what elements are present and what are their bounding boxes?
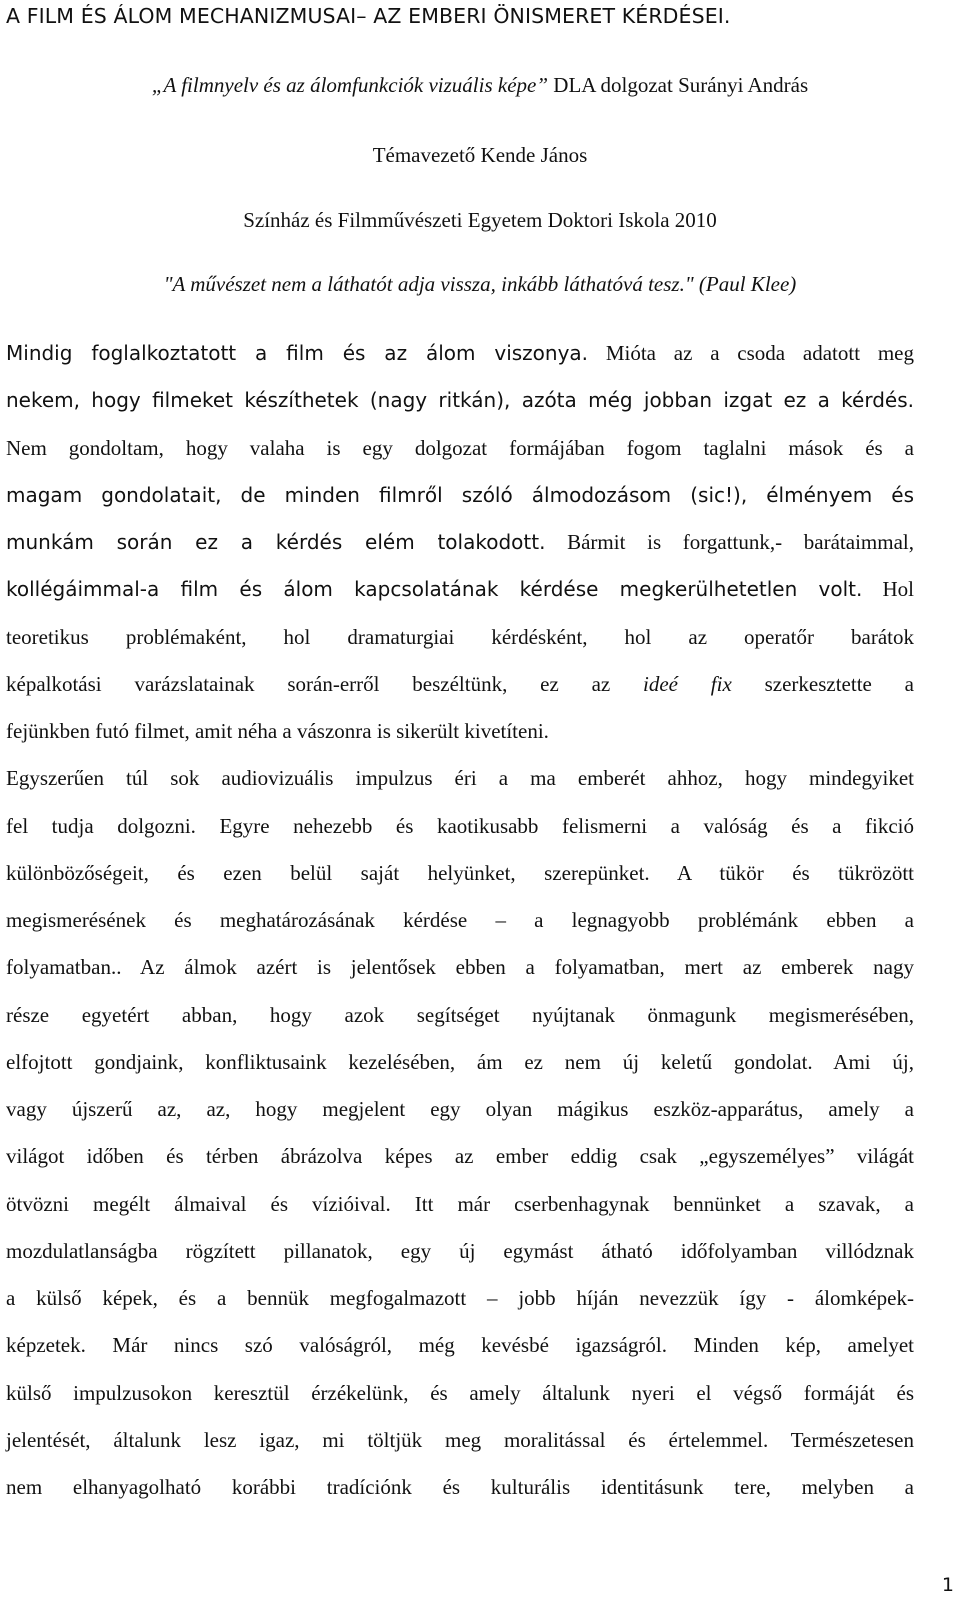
epigraph-quote: "A művészet nem a láthatót adja vissza, inkább láthatóvá tesz." (Paul Klee) bbox=[163, 272, 797, 296]
body-line-part: Bármit is forgattunk,- barátaimmal, bbox=[545, 530, 914, 554]
body-line: jelentését, általunk lesz igaz, mi töltjük meg moralitással és értelemmel. Természetesen bbox=[6, 1428, 914, 1452]
body-line bbox=[6, 341, 914, 366]
body-line: nekem, hogy filmeket készíthetek (nagy ritkán), azóta még jobban izgat ez a kérdés. bbox=[6, 388, 914, 412]
dissertation-title: „A filmnyelv és az álomfunkciók vizuális képe” bbox=[151, 73, 549, 97]
body-line: magam gondolatait, de minden filmről szóló álmodozásom (sic!), élményem és bbox=[6, 483, 914, 507]
body-line-part: képalkotási varázslatainak során-erről beszéltünk, ez az bbox=[6, 672, 644, 696]
body-line: vagy újszerű az, az, hogy megjelent egy olyan mágikus eszköz-apparátus, amely a bbox=[6, 1097, 914, 1121]
body-line: mozdulatlanságba rögzített pillanatok, egy új egymást átható időfolyamban villódznak bbox=[6, 1239, 914, 1263]
body-line: Nem gondoltam, hogy valaha is egy dolgozat formájában fogom taglalni mások és a bbox=[6, 436, 914, 460]
body-line: része egyetért abban, hogy azok segítséget nyújtanak önmagunk megismerésében, bbox=[6, 1003, 914, 1027]
body-line-part: szerkesztette a bbox=[731, 672, 914, 696]
body-line: Egyszerűen túl sok audiovizuális impulzus éri a ma emberét ahhoz, hogy mindegyiket bbox=[6, 766, 914, 790]
body-line: ötvözni megélt álmaival és vízióival. Itt már cserbenhagynak bennünket a szavak, a bbox=[6, 1192, 914, 1216]
body-line-part: Hol bbox=[862, 577, 914, 601]
supervisor: Témavezető Kende János bbox=[372, 143, 588, 167]
body-line-part: munkám során ez a kérdés elém tolakodott. bbox=[6, 530, 546, 554]
body-line bbox=[6, 577, 914, 602]
body-line: folyamatban.. Az álmok azért is jelentősek ebben a folyamatban, mert az emberek nagy bbox=[6, 955, 914, 979]
institution: Színház és Filmművészeti Egyetem Doktori Iskola 2010 bbox=[243, 208, 717, 232]
body-line: különbözőségeit, és ezen belül saját helyünket, szerepünket. A tükör és tükrözött bbox=[6, 861, 914, 885]
body-line: elfojtott gondjaink, konfliktusaink kezelésében, ám ez nem új keletű gondolat. Ami új, bbox=[6, 1050, 914, 1074]
body-line: külső impulzusokon keresztül érzékelünk, és amely általunk nyeri el végső formáját és bbox=[6, 1381, 914, 1405]
body-line-part: kollégáimmal-a film és álom kapcsolatának kérdése megkerülhetetlen volt. bbox=[6, 577, 863, 601]
page-number: 1 bbox=[941, 1574, 954, 1596]
document-title: A FILM ÉS ÁLOM MECHANIZMUSAI– AZ EMBERI ÖNISMERET KÉRDÉSEI. bbox=[6, 4, 731, 28]
body-line: képzetek. Már nincs szó valóságról, még kevésbé igazságról. Minden kép, amelyet bbox=[6, 1333, 914, 1357]
body-line-part: Mióta az a csoda adatott meg bbox=[588, 341, 914, 365]
subtitle bbox=[0, 73, 960, 98]
body-line: teoretikus problémaként, hol dramaturgiai kérdésként, hol az operatőr barátok bbox=[6, 625, 914, 649]
italic-phrase: ideé fix bbox=[643, 672, 732, 696]
body-line bbox=[6, 530, 914, 555]
dissertation-author: DLA dolgozat Surányi András bbox=[548, 73, 809, 97]
body-line: világot időben és térben ábrázolva képes az ember eddig csak „egyszemélyes” világát bbox=[6, 1144, 914, 1168]
body-line: a külső képek, és a bennük megfogalmazott – jobb híján nevezzük így - álomképek- bbox=[6, 1286, 914, 1310]
body-line: megismerésének és meghatározásának kérdése – a legnagyobb problémánk ebben a bbox=[6, 908, 914, 932]
body-line-part: Mindig foglalkoztatott a film és az álom viszonya. bbox=[6, 341, 589, 365]
body-line bbox=[6, 672, 914, 697]
body-line: fejünkben futó filmet, amit néha a vászonra is sikerült kivetíteni. bbox=[6, 719, 549, 743]
body-line: fel tudja dolgozni. Egyre nehezebb és kaotikusabb felismerni a valóság és a fikció bbox=[6, 814, 914, 838]
body-line: nem elhanyagolható korábbi tradíciónk és kulturális identitásunk tere, melyben a bbox=[6, 1475, 914, 1499]
